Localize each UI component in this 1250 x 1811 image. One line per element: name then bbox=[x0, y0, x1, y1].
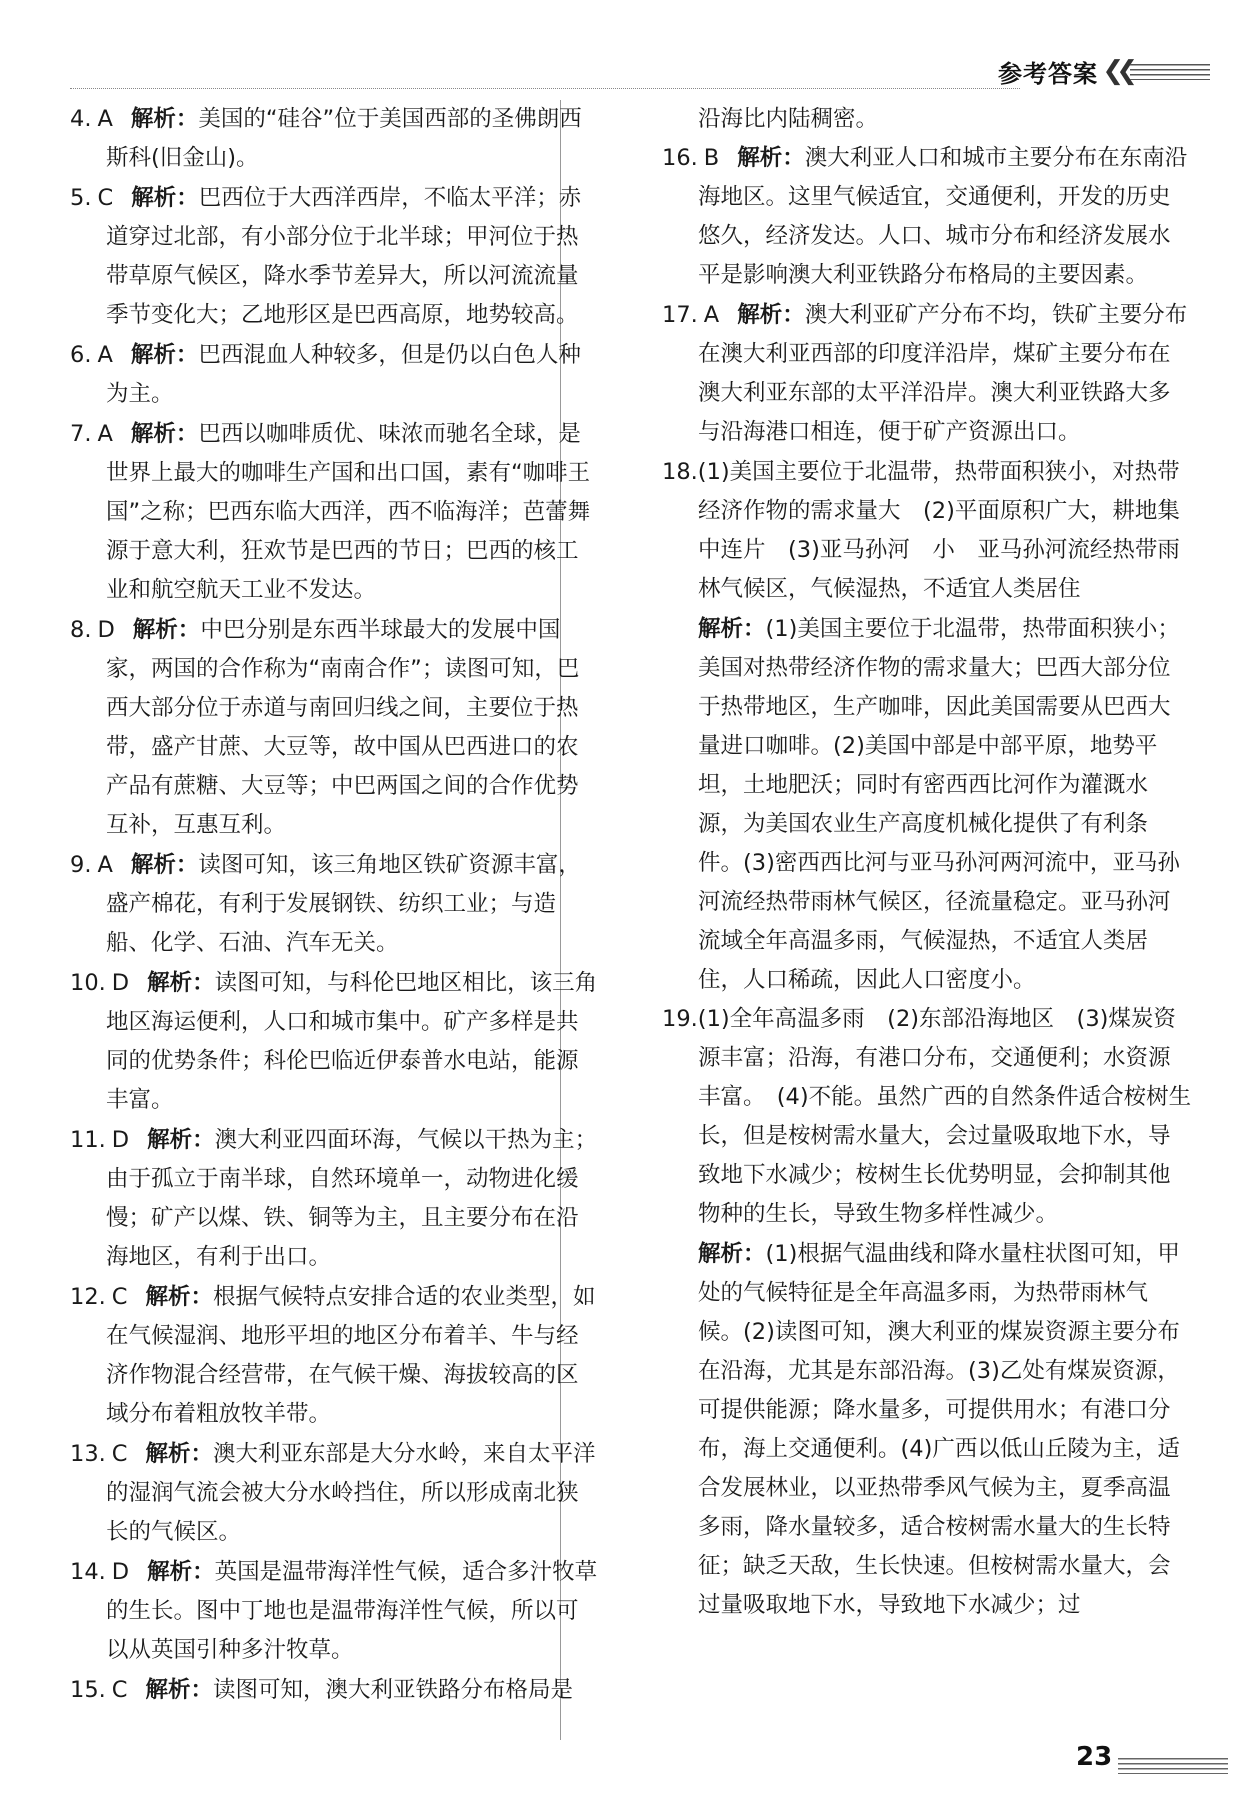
analysis-label: 解析： bbox=[130, 852, 199, 878]
answer-columns bbox=[70, 100, 1210, 1740]
question-item bbox=[70, 336, 600, 414]
question-19-analysis bbox=[662, 1235, 1192, 1625]
analysis-text: 读图可知，该三角地区铁矿资源丰富，盛产棉花，有利于发展钢铁、纺织工业；与造船、化学、石油、汽车无关。 bbox=[106, 852, 581, 956]
question-number: 5. bbox=[70, 185, 92, 211]
answer-letter: D bbox=[111, 1127, 130, 1153]
header-title: 参考答案 bbox=[998, 60, 1098, 88]
analysis-text: 美国的“硅谷”位于美国西部的圣佛朗西斯科(旧金山)。 bbox=[106, 106, 582, 171]
question-number: 19. bbox=[662, 1006, 698, 1032]
left-column bbox=[70, 100, 600, 1711]
answer-letter: A bbox=[97, 342, 113, 368]
question-item bbox=[70, 415, 600, 610]
analysis-label: 解析： bbox=[145, 1677, 214, 1703]
question-item bbox=[70, 964, 600, 1120]
question-number: 12. bbox=[70, 1284, 106, 1310]
question-number: 4. bbox=[70, 106, 92, 132]
analysis-label: 解析： bbox=[147, 1559, 215, 1585]
page-number: 23 bbox=[1076, 1742, 1113, 1772]
question-number: 6. bbox=[70, 342, 92, 368]
question-number: 7. bbox=[70, 421, 92, 447]
question-number: 10. bbox=[70, 970, 106, 996]
analysis-text: 英国是温带海洋性气候，适合多汁牧草的生长。图中丁地也是温带海洋性气候，所以可以从英国引种多汁牧草。 bbox=[106, 1559, 598, 1663]
analysis-text: 读图可知，与科伦巴地区相比，该三角地区海运便利，人口和城市集中。矿产多样是共同的优势条件；科伦巴临近伊泰普水电站，能源丰富。 bbox=[106, 970, 598, 1113]
analysis-text: 澳大利亚矿产分布不均，铁矿主要分布在澳大利亚西部的印度洋沿岸，煤矿主要分布在澳大利亚东部的太平洋沿岸。澳大利亚铁路大多与沿海港口相连，便于矿产资源出口。 bbox=[698, 302, 1188, 445]
chevron-left-icon: ❮❮ bbox=[1102, 56, 1130, 86]
answer-letter: C bbox=[111, 1284, 128, 1310]
analysis-label: 解析： bbox=[737, 302, 805, 328]
question-item bbox=[70, 1121, 600, 1277]
analysis-text: 读图可知，澳大利亚铁路分布格局是 bbox=[213, 1677, 574, 1703]
question-item bbox=[70, 1435, 600, 1552]
question-number: 17. bbox=[662, 302, 698, 328]
analysis-label: 解析： bbox=[737, 145, 805, 171]
answer-letter: C bbox=[111, 1677, 128, 1703]
question-number: 15. bbox=[70, 1677, 106, 1703]
analysis-text: 中巴分别是东西半球最大的发展中国家，两国的合作称为“南南合作”；读图可知，巴西大部分位于赤道与南回归线之间，主要位于热带，盛产甘蔗、大豆等，故中国从巴西进口的农产品有蔗糖、大豆等；中巴两国之间的合作优势互补，互惠互利。 bbox=[106, 617, 580, 838]
question-answer: (1)美国主要位于北温带，热带面积狭小，对热带经济作物的需求量大 (2)平面原积广大，耕地集中连片 (3)亚马孙河 小 亚马孙河流经热带雨林气候区，气候湿热，不适宜人类居住 bbox=[697, 459, 1180, 602]
analysis-label: 解析： bbox=[132, 617, 201, 643]
question-item bbox=[70, 846, 600, 963]
answer-letter: A bbox=[703, 302, 720, 328]
question-item bbox=[70, 100, 600, 178]
analysis-text: 巴西混血人种较多，但是仍以白色人种为主。 bbox=[106, 342, 581, 407]
question-18 bbox=[662, 453, 1192, 609]
analysis-label: 解析： bbox=[698, 616, 766, 642]
analysis-label: 解析： bbox=[147, 970, 215, 996]
question-18-analysis bbox=[662, 610, 1192, 1000]
analysis-label: 解析： bbox=[130, 106, 199, 132]
question-number: 18. bbox=[662, 459, 698, 485]
answer-letter: D bbox=[97, 617, 115, 643]
footer-decorative-lines bbox=[1118, 1758, 1228, 1774]
question-number: 8. bbox=[70, 617, 92, 643]
analysis-label: 解析： bbox=[130, 421, 199, 447]
question-number: 14. bbox=[70, 1559, 106, 1585]
analysis-label: 解析： bbox=[145, 1441, 214, 1467]
analysis-label: 解析： bbox=[130, 342, 199, 368]
analysis-text: 根据气候特点安排合适的农业类型，如在气候湿润、地形平坦的地区分布着羊、牛与经济作物混合经营带，在气候干燥、海拔较高的区域分布着粗放牧羊带。 bbox=[106, 1284, 596, 1427]
answer-letter: C bbox=[111, 1441, 128, 1467]
continuation-text: 沿海比内陆稠密。 bbox=[698, 106, 879, 132]
question-number: 11. bbox=[70, 1127, 106, 1153]
question-item bbox=[662, 296, 1192, 452]
page-footer bbox=[0, 1740, 1250, 1800]
question-number: 13. bbox=[70, 1441, 106, 1467]
header-decorative-lines bbox=[1130, 64, 1210, 80]
analysis-text: 澳大利亚东部是大分水岭，来自太平洋的湿润气流会被大分水岭挡住，所以形成南北狭长的气候区。 bbox=[106, 1441, 596, 1545]
question-item bbox=[70, 1553, 600, 1670]
answer-letter: D bbox=[111, 970, 130, 996]
analysis-text: (1)美国主要位于北温带，热带面积狭小；美国对热带经济作物的需求量大；巴西大部分位于热带地区，生产咖啡，因此美国需要从巴西大量进口咖啡。(2)美国中部是中部平原，地势平坦，土地肥沃；同时有密西西比河作为灌溉水源，为美国农业生产高度机械化提供了有利条件。(3)密西西比河与亚马孙河两河流中，亚马孙河流经热带雨林气候区，径流量稳定。亚马孙河流域全年高温多雨，气候湿热，不适宜人类居住，人口稀疏，因此人口密度小。 bbox=[698, 616, 1180, 993]
question-item bbox=[70, 611, 600, 845]
question-number: 9. bbox=[70, 852, 92, 878]
question-item bbox=[662, 139, 1192, 295]
right-items bbox=[662, 139, 1192, 452]
analysis-label: 解析： bbox=[145, 1284, 214, 1310]
analysis-text: 澳大利亚人口和城市主要分布在东南沿海地区。这里气候适宜，交通便利，开发的历史悠久，经济发达。人口、城市分布和经济发展水平是影响澳大利亚铁路分布格局的主要因素。 bbox=[698, 145, 1188, 288]
analysis-text: (1)根据气温曲线和降水量柱状图可知，甲处的气候特征是全年高温多雨，为热带雨林气候。(2)读图可知，澳大利亚的煤炭资源主要分布在沿海，尤其是东部沿海。(3)乙处有煤炭资源，可提供能源；降水量多，可提供用水；有港口分布，海上交通便利。(4)广西以低山丘陵为主，适合发展林业，以亚热带季风气候为主，夏季高温多雨，降水量较多，适合桉树需水量大的生长特征；缺乏天敌，生长快速。但桉树需水量大，会过量吸取地下水，导致地下水减少；过 bbox=[698, 1241, 1180, 1618]
question-answer: (1)全年高温多雨 (2)东部沿海地区 (3)煤炭资源丰富；沿海，有港口分布，交通便利；水资源丰富。 (4)不能。虽然广西的自然条件适合桉树生长，但是桉树需水量大，会过量吸取地下水，导致地下水减少；桉树生长优势明显，会抑制其他物种的生长，导致生物多样性减少。 bbox=[697, 1006, 1192, 1227]
question-item bbox=[70, 1278, 600, 1434]
analysis-label: 解析： bbox=[698, 1241, 766, 1267]
answer-letter: A bbox=[97, 106, 113, 132]
header-dotted-rule bbox=[70, 88, 1020, 89]
question-item bbox=[70, 1671, 600, 1710]
right-column bbox=[662, 100, 1192, 1625]
page-header bbox=[70, 52, 1210, 94]
analysis-text: 巴西位于大西洋西岸，不临太平洋；赤道穿过北部，有小部分位于北半球；甲河位于热带草原气候区，降水季节差异大，所以河流流量季节变化大；乙地形区是巴西高原，地势较高。 bbox=[106, 185, 582, 328]
question-19 bbox=[662, 1000, 1192, 1234]
answer-letter: A bbox=[97, 852, 113, 878]
analysis-text: 巴西以咖啡质优、味浓而驰名全球，是世界上最大的咖啡生产国和出口国，素有“咖啡王国”之称；巴西东临大西洋，西不临海洋；芭蕾舞源于意大利，狂欢节是巴西的节日；巴西的核工业和航空航天工业不发达。 bbox=[106, 421, 591, 603]
answer-letter: C bbox=[97, 185, 114, 211]
answer-letter: A bbox=[97, 421, 113, 447]
question-item bbox=[70, 179, 600, 335]
analysis-label: 解析： bbox=[131, 185, 199, 211]
analysis-text: 澳大利亚四面环海，气候以干热为主；由于孤立于南半球，自然环境单一，动物进化缓慢；矿产以煤、铁、铜等为主，且主要分布在沿海地区，有利于出口。 bbox=[106, 1127, 598, 1270]
answer-letter: D bbox=[111, 1559, 130, 1585]
analysis-label: 解析： bbox=[147, 1127, 215, 1153]
answer-letter: B bbox=[703, 145, 720, 171]
question-number: 16. bbox=[662, 145, 698, 171]
